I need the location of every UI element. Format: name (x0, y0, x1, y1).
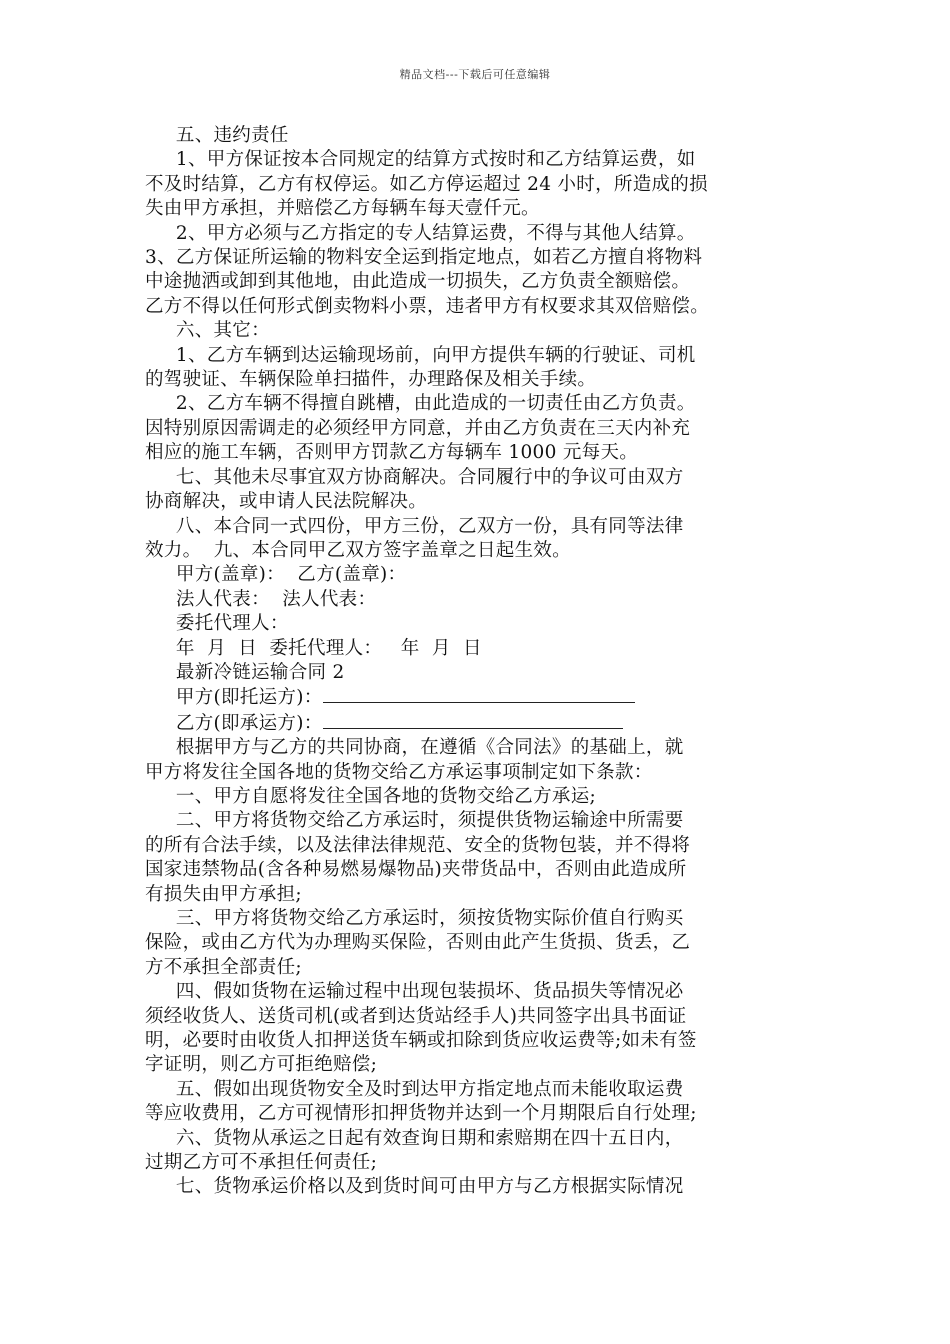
party-a-label: 甲方(即托运方)： (145, 687, 323, 709)
text-line: 中途抛洒或卸到其他地，由此造成一切损失，乙方负责全额赔偿。 (145, 271, 691, 293)
text-line: 五、违约责任 (145, 125, 289, 146)
text-line: 2、乙方车辆不得擅自跳槽，由此造成的一切责任由乙方负责。 (145, 393, 696, 415)
text-line: 字证明，则乙方可拒绝赔偿; (145, 1054, 378, 1076)
text-line: 甲方(盖章)： 乙方(盖章)： (145, 564, 407, 586)
text-line: 五、假如出现货物安全及时到达甲方指定地点而未能收取运费 (145, 1078, 684, 1100)
text-line: 六、货物从承运之日起有效查询日期和索赔期在四十五日内， (145, 1127, 684, 1149)
text-line: 明，必要时由收货人扣押送货车辆或扣除到货应收运费等;如未有签 (145, 1030, 697, 1052)
text-line: 三、甲方将货物交给乙方承运时，须按货物实际价值自行购买 (145, 908, 684, 929)
text-line: 七、其他未尽事宜双方协商解决。合同履行中的争议可由双方 (145, 466, 684, 488)
text-line: 相应的施工车辆，否则甲方罚款乙方每辆车 1000 元每天。 (145, 442, 639, 464)
text-line: 的驾驶证、车辆保险单扫描件，办理路保及相关手续。 (145, 369, 597, 391)
text-line: 国家违禁物品(含各种易燃易爆物品)夹带货品中，否则由此造成所 (145, 859, 687, 881)
text-line: 过期乙方可不承担任何责任; (145, 1152, 378, 1174)
text-line: 须经收货人、送货司机(或者到达货站经手人)共同签字出具书面证 (145, 1005, 687, 1027)
text-line: 不及时结算，乙方有权停运。如乙方停运超过 24 小时，所造成的损 (145, 173, 708, 195)
party-b-blank (323, 711, 623, 729)
page-header: 精品文档---下载后可任意编辑 (399, 68, 551, 81)
text-line: 根据甲方与乙方的共同协商，在遵循《合同法》的基础上，就 (145, 737, 684, 759)
text-line: 失由甲方承担，并赔偿乙方每辆车每天壹仟元。 (145, 198, 540, 220)
text-line: 二、甲方将货物交给乙方承运时，须提供货物运输途中所需要 (145, 810, 684, 832)
text-line: 3、乙方保证所运输的物料安全运到指定地点，如若乙方擅自将物料 (145, 247, 703, 269)
text-line: 年 月 日 委托代理人： 年 月 日 (145, 637, 482, 659)
party-a-line (145, 685, 810, 710)
text-line: 1、甲方保证按本合同规定的结算方式按时和乙方结算运费，如 (145, 149, 696, 171)
text-line: 1、乙方车辆到达运输现场前，向甲方提供车辆的行驶证、司机 (145, 344, 696, 366)
party-b-line (145, 711, 810, 736)
text-line: 乙方不得以任何形式倒卖物料小票，违者甲方有权要求其双倍赔偿。 (145, 295, 710, 317)
text-line: 效力。 九、本合同甲乙双方签字盖章之日起生效。 (145, 539, 571, 561)
text-line: 2、甲方必须与乙方指定的专人结算运费，不得与其他人结算。 (145, 222, 696, 244)
text-line: 协商解决，或申请人民法院解决。 (145, 491, 428, 513)
party-b-label: 乙方(即承运方)： (145, 712, 323, 734)
section-title: 最新冷链运输合同 2 (145, 661, 345, 683)
text-line: 保险，或由乙方代为办理购买保险，否则由此产生货损、货丢，乙 (145, 932, 691, 954)
party-a-blank (323, 685, 635, 703)
text-line: 有损失由甲方承担; (145, 883, 302, 905)
text-line: 甲方将发往全国各地的货物交给乙方承运事项制定如下条款： (145, 761, 653, 783)
text-line: 七、货物承运价格以及到货时间可由甲方与乙方根据实际情况 (145, 1176, 684, 1198)
text-line: 的所有合法手续，以及法律法律规范、安全的货物包装，并不得将 (145, 834, 691, 856)
text-line: 等应收费用，乙方可视情形扣押货物并达到一个月期限后自行处理; (145, 1103, 697, 1125)
text-line: 六、其它： (145, 320, 270, 342)
text-line: 方不承担全部责任; (145, 956, 302, 978)
text-line: 委托代理人： (145, 613, 289, 635)
text-line: 四、假如货物在运输过程中出现包装损坏、货品损失等情况必 (145, 981, 684, 1003)
text-line: 因特别原因需调走的必须经甲方同意，并由乙方负责在三天内补充 (145, 417, 691, 439)
document-body (145, 124, 810, 1200)
text-line: 法人代表： 法人代表： (145, 588, 377, 610)
text-line: 一、甲方自愿将发往全国各地的货物交给乙方承运; (145, 785, 597, 807)
text-line: 八、本合同一式四份，甲方三份，乙双方一份，具有同等法律 (145, 515, 684, 537)
